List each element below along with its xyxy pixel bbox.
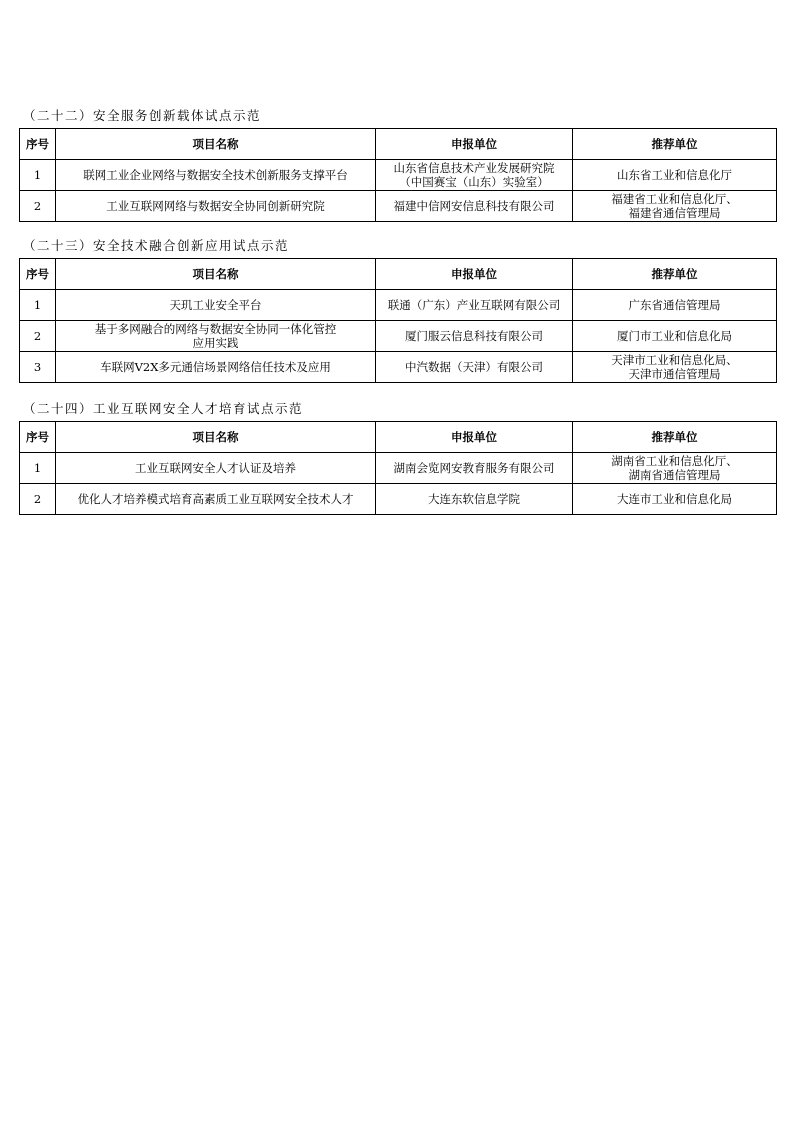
table-section-22 (19, 128, 777, 222)
header-project: 项目名称 (56, 259, 376, 290)
cell-applicant (376, 290, 573, 321)
cell-text: （中国赛宝（山东）实验室） (399, 175, 549, 189)
cell-recommender (573, 160, 777, 191)
cell-text: 福建省工业和信息化厅、 (611, 192, 738, 206)
cell-text: 天津市工业和信息化局、 (611, 353, 738, 367)
table-section-24 (19, 421, 777, 515)
cell-applicant (376, 453, 573, 484)
table-row (20, 321, 777, 352)
cell-applicant (376, 191, 573, 222)
table-header-row (20, 259, 777, 290)
cell-no: 2 (20, 191, 56, 222)
cell-no: 2 (20, 484, 56, 515)
cell-text: 山东省工业和信息化厅 (617, 168, 732, 182)
header-recommender: 推荐单位 (573, 259, 777, 290)
cell-text: 联通（广东）产业互联网有限公司 (387, 298, 561, 312)
header-no: 序号 (20, 129, 56, 160)
table-row (20, 290, 777, 321)
header-project: 项目名称 (56, 129, 376, 160)
table-section-23 (19, 258, 777, 383)
cell-applicant (376, 352, 573, 383)
table-header-row (20, 422, 777, 453)
section-title-24: （二十四）工业互联网安全人才培育试点示范 (23, 401, 304, 416)
header-applicant: 申报单位 (376, 422, 573, 453)
table-row (20, 484, 777, 515)
cell-text: 福建省通信管理局 (628, 206, 721, 220)
cell-recommender (573, 484, 777, 515)
cell-no: 1 (20, 290, 56, 321)
cell-text: 工业互联网网络与数据安全协同创新研究院 (106, 199, 325, 213)
cell-text: 厦门市工业和信息化局 (617, 329, 732, 343)
cell-text: 天津市通信管理局 (628, 367, 721, 381)
cell-applicant (376, 484, 573, 515)
cell-text: 应用实践 (192, 336, 239, 350)
cell-text: 优化人才培养模式培育高素质工业互联网安全技术人才 (77, 492, 354, 506)
header-project: 项目名称 (56, 422, 376, 453)
header-applicant: 申报单位 (376, 259, 573, 290)
cell-text: 中汽数据（天津）有限公司 (405, 360, 543, 374)
cell-text: 车联网V2X多元通信场景网络信任技术及应用 (100, 360, 331, 374)
cell-recommender (573, 321, 777, 352)
section-title-23: （二十三）安全技术融合创新应用试点示范 (23, 238, 290, 253)
cell-text: 厦门服云信息科技有限公司 (405, 329, 543, 343)
header-no: 序号 (20, 422, 56, 453)
cell-applicant (376, 321, 573, 352)
cell-text: 基于多网融合的网络与数据安全协同一体化管控 (94, 322, 337, 336)
cell-text: 天玑工业安全平台 (169, 298, 262, 312)
cell-recommender (573, 191, 777, 222)
cell-text: 工业互联网安全人才认证及培养 (135, 461, 296, 475)
table-row (20, 191, 777, 222)
cell-project (56, 484, 376, 515)
cell-project (56, 290, 376, 321)
cell-project (56, 160, 376, 191)
cell-recommender (573, 453, 777, 484)
cell-no: 2 (20, 321, 56, 352)
cell-project (56, 321, 376, 352)
cell-text: 联网工业企业网络与数据安全技术创新服务支撑平台 (83, 168, 348, 182)
table-header-row (20, 129, 777, 160)
cell-text: 山东省信息技术产业发展研究院 (393, 161, 555, 175)
header-recommender: 推荐单位 (573, 422, 777, 453)
cell-text: 湖南会览网安教育服务有限公司 (393, 461, 555, 475)
table-row (20, 352, 777, 383)
section-title-22: （二十二）安全服务创新载体试点示范 (23, 108, 262, 123)
header-applicant: 申报单位 (376, 129, 573, 160)
cell-no: 1 (20, 453, 56, 484)
cell-text: 大连东软信息学院 (428, 492, 520, 506)
table-row (20, 453, 777, 484)
cell-no: 3 (20, 352, 56, 383)
cell-project (56, 191, 376, 222)
cell-text: 大连市工业和信息化局 (617, 492, 732, 506)
cell-text: 湖南省通信管理局 (628, 468, 721, 482)
cell-project (56, 453, 376, 484)
cell-no: 1 (20, 160, 56, 191)
cell-applicant (376, 160, 573, 191)
cell-text: 福建中信网安信息科技有限公司 (393, 199, 555, 213)
cell-recommender (573, 352, 777, 383)
cell-text: 广东省通信管理局 (628, 298, 721, 312)
cell-recommender (573, 290, 777, 321)
table-row (20, 160, 777, 191)
cell-text: 湖南省工业和信息化厅、 (611, 454, 738, 468)
header-recommender: 推荐单位 (573, 129, 777, 160)
cell-project (56, 352, 376, 383)
header-no: 序号 (20, 259, 56, 290)
